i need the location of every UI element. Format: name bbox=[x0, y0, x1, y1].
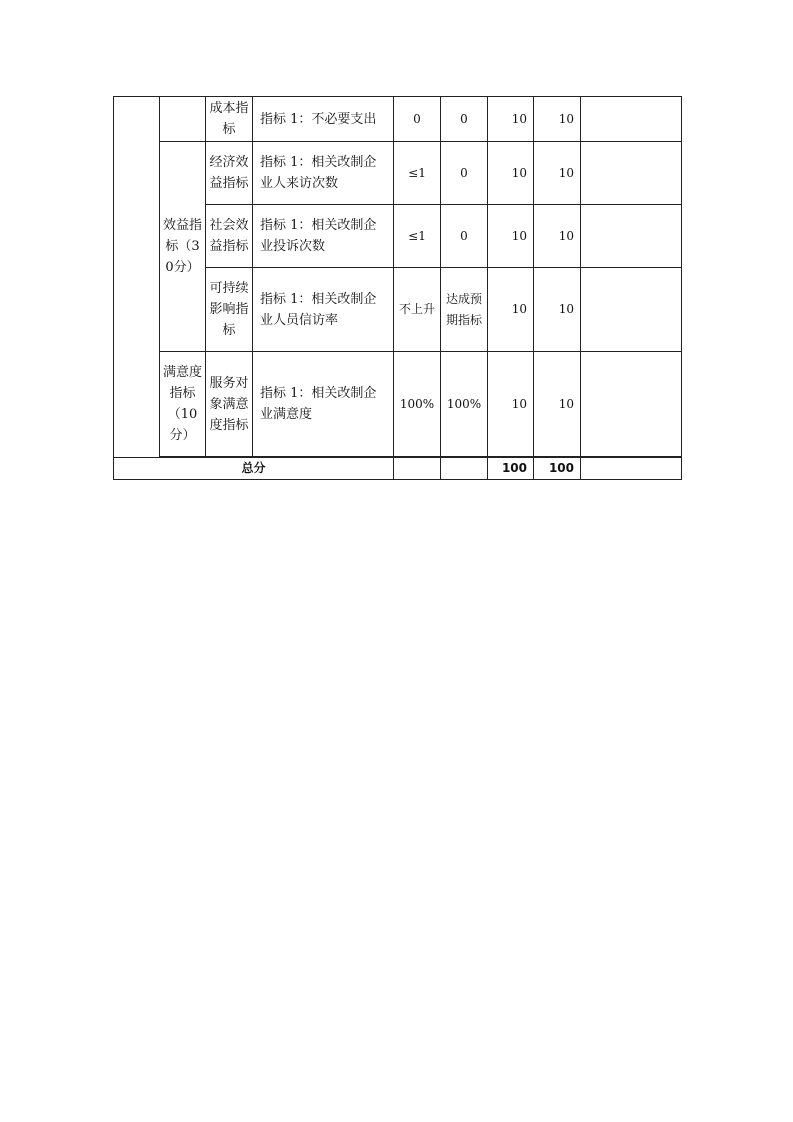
tertiary-indicator-cell: 可持续影响指标 bbox=[206, 268, 253, 352]
tertiary-indicator-cell: 成本指标 bbox=[206, 97, 253, 142]
tertiary-indicator-cell: 社会效益指标 bbox=[206, 205, 253, 268]
remark-cell bbox=[581, 142, 682, 205]
indicator-cell: 指标 1：相关改制企业人员信访率 bbox=[253, 268, 394, 352]
table-row bbox=[114, 142, 682, 205]
target-value-cell: ≤1 bbox=[394, 142, 441, 205]
indicator-cell: 指标 1：不必要支出 bbox=[253, 97, 394, 142]
secondary-indicator-cell bbox=[160, 97, 206, 142]
actual-value-cell: 0 bbox=[441, 205, 488, 268]
target-value-cell: 不上升 bbox=[394, 268, 441, 352]
total-label: 总分 bbox=[114, 458, 394, 480]
remark-cell bbox=[581, 97, 682, 142]
total-score-cell: 100 bbox=[534, 458, 581, 480]
total-remark-cell bbox=[581, 458, 682, 480]
weight-cell: 10 bbox=[488, 142, 534, 205]
secondary-indicator-cell: 效益指标（30分） bbox=[160, 142, 206, 352]
score-cell: 10 bbox=[534, 205, 581, 268]
secondary-indicator-cell: 满意度指标（10分） bbox=[160, 352, 206, 457]
target-value-cell: 100% bbox=[394, 352, 441, 457]
indicator-cell: 指标 1：相关改制企业满意度 bbox=[253, 352, 394, 457]
remark-cell bbox=[581, 205, 682, 268]
target-value-cell: 0 bbox=[394, 97, 441, 142]
weight-cell: 10 bbox=[488, 97, 534, 142]
weight-cell: 10 bbox=[488, 268, 534, 352]
target-value-cell: ≤1 bbox=[394, 205, 441, 268]
performance-table bbox=[113, 96, 682, 480]
remark-cell bbox=[581, 268, 682, 352]
indicator-cell: 指标 1：相关改制企业人来访次数 bbox=[253, 142, 394, 205]
table-row bbox=[114, 97, 682, 142]
score-cell: 10 bbox=[534, 352, 581, 457]
table-row bbox=[114, 352, 682, 457]
score-cell: 10 bbox=[534, 97, 581, 142]
score-cell: 10 bbox=[534, 142, 581, 205]
actual-value-cell: 0 bbox=[441, 142, 488, 205]
total-actual-cell bbox=[441, 458, 488, 480]
weight-cell: 10 bbox=[488, 205, 534, 268]
primary-indicator-cell bbox=[114, 97, 160, 458]
actual-value-cell: 0 bbox=[441, 97, 488, 142]
weight-cell: 10 bbox=[488, 352, 534, 457]
indicator-cell: 指标 1：相关改制企业投诉次数 bbox=[253, 205, 394, 268]
total-weight-cell: 100 bbox=[488, 458, 534, 480]
total-row bbox=[114, 458, 682, 480]
remark-cell bbox=[581, 352, 682, 457]
tertiary-indicator-cell: 经济效益指标 bbox=[206, 142, 253, 205]
actual-value-cell: 100% bbox=[441, 352, 488, 457]
total-target-cell bbox=[394, 458, 441, 480]
score-cell: 10 bbox=[534, 268, 581, 352]
actual-value-cell: 达成预期指标 bbox=[441, 268, 488, 352]
tertiary-indicator-cell: 服务对象满意度指标 bbox=[206, 352, 253, 457]
